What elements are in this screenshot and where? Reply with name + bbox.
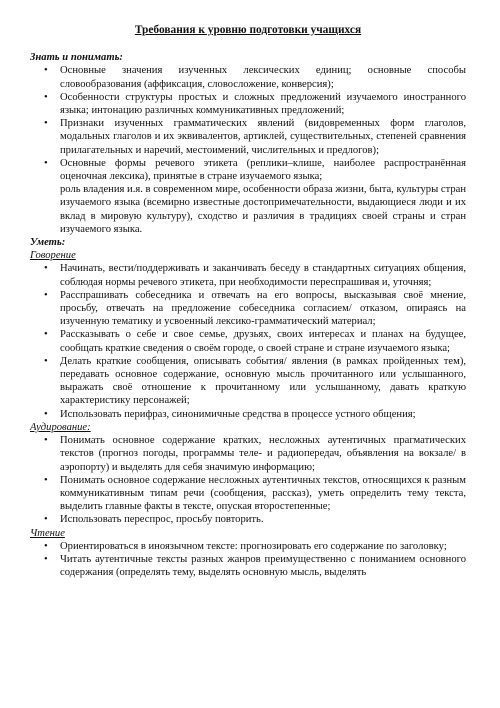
reading-heading: Чтение: [30, 527, 65, 539]
list-item-text: Делать краткие сообщения, описывать события/ явления (в рамках пройденных тем), передавать основное содержание, основную мысль прочитанного или услышанного, выражать своё отношение к прочитанному или услышанному, давать краткую характеристику персонажей;: [60, 355, 466, 407]
bullet-icon: •: [44, 355, 48, 367]
list-item: [30, 513, 466, 526]
list-item: [30, 474, 466, 514]
list-item: [30, 117, 466, 157]
list-item: [30, 540, 466, 553]
list-item-text: Основные значения изученных лексических единиц; основные способы словообразования (аффиксация, словосложение, конверсия);: [60, 65, 466, 90]
bullet-icon: •: [44, 118, 48, 130]
list-item: [30, 434, 466, 474]
listening-list: [30, 434, 466, 526]
bullet-icon: •: [44, 91, 48, 103]
list-item-text: Использовать переспрос, просьбу повторить.: [60, 514, 264, 526]
list-item: [30, 262, 466, 288]
bullet-icon: •: [44, 289, 48, 301]
bullet-icon: •: [44, 263, 48, 275]
bullet-icon: •: [44, 435, 48, 447]
bullet-icon: •: [44, 329, 48, 341]
list-item: [30, 64, 466, 90]
list-item: [30, 328, 466, 354]
list-item: [30, 408, 466, 421]
list-item: [30, 91, 466, 117]
list-item-text: Читать аутентичные тексты разных жанров преимущественно с пониманием основного содержания (определять тему, выделять основную мысль, выделять: [60, 553, 466, 579]
list-item: [30, 289, 466, 329]
list-item-text: Признаки изученных грамматических явлений (видовременных форм глаголов, модальных глаголов и их эквивалентов, артиклей, существительных, степеней сравнения прилагательных и наречий, местоимений, числительных и предлогов);: [60, 118, 466, 156]
list-item-text: Понимать основное содержание несложных аутентичных текстов, относящихся к разным коммуникативным типам речи (сообщения, рассказ), уметь определить тему текста, выделить главные факты в тексте, опуская второстепенные;: [60, 474, 466, 513]
list-item-text: Понимать основное содержание кратких, несложных аутентичных прагматических текстов (прогноз погоды, программы теле- и радиопередач, объявления на вокзале/ в аэропорту) и выделять для себя значимую информацию;: [60, 435, 466, 473]
bullet-icon: •: [44, 408, 48, 420]
list-item-text: Расспрашивать собеседника и отвечать на его вопросы, высказывая своё мнение, просьбу, отвечать на предложение собеседника согласием/ отказом, опираясь на изученную тематику и усвоенный лексико-грамматический материал;: [60, 289, 466, 328]
list-item: [30, 553, 466, 579]
list-item-text: Ориентироваться в иноязычном тексте: прогнозировать его содержание по заголовку;: [60, 540, 447, 552]
know-list: [30, 64, 466, 183]
speaking-list: [30, 262, 466, 420]
list-item-text: Начинать, вести/поддерживать и заканчивать беседу в стандартных ситуациях общения, соблюдая нормы речевого этикета, при необходимости переспрашивая и, уточняя;: [60, 263, 466, 288]
bullet-icon: •: [44, 474, 48, 486]
list-item-text: Рассказывать о себе и свое семье, друзьях, своих интересах и планах на будущее, сообщать краткие сведения о своём городе, о своей стране и стране изучаемого языка;: [60, 329, 466, 354]
able-heading: Уметь:: [30, 237, 66, 249]
page-title: Требования к уровню подготовки учащихся: [134, 24, 362, 36]
listening-heading: Аудирование:: [30, 421, 91, 433]
bullet-icon: •: [44, 157, 48, 169]
bullet-icon: •: [44, 553, 48, 565]
list-item-text: Использовать перифраз, синонимичные средства в процессе устного общения;: [60, 408, 416, 420]
bullet-icon: •: [44, 540, 48, 552]
list-item: [30, 157, 466, 183]
list-item: [30, 355, 466, 408]
speaking-heading: Говорение: [30, 250, 76, 262]
know-continuation: роль владения и.я. в современном мире, особенности образа жизни, быта, культуры стран изучаемого языка (всемирно известные достопримечательности, выдающиеся люди и их вклад в мировую культуру), сходство и различия в традициях своей страны и стран изучаемого языка.: [60, 184, 466, 235]
bullet-icon: •: [44, 514, 48, 526]
reading-list: [30, 540, 466, 580]
list-item-text: Основные формы речевого этикета (реплики–клише, наиболее распространённая оценочная лексика), принятые в стране изучаемого языка;: [60, 157, 466, 183]
list-item-text: Особенности структуры простых и сложных предложений изучаемого иностранного языка; интонацию различных коммуникативных предложений;: [60, 91, 466, 117]
bullet-icon: •: [44, 65, 48, 77]
know-heading: Знать и понимать:: [30, 52, 123, 64]
